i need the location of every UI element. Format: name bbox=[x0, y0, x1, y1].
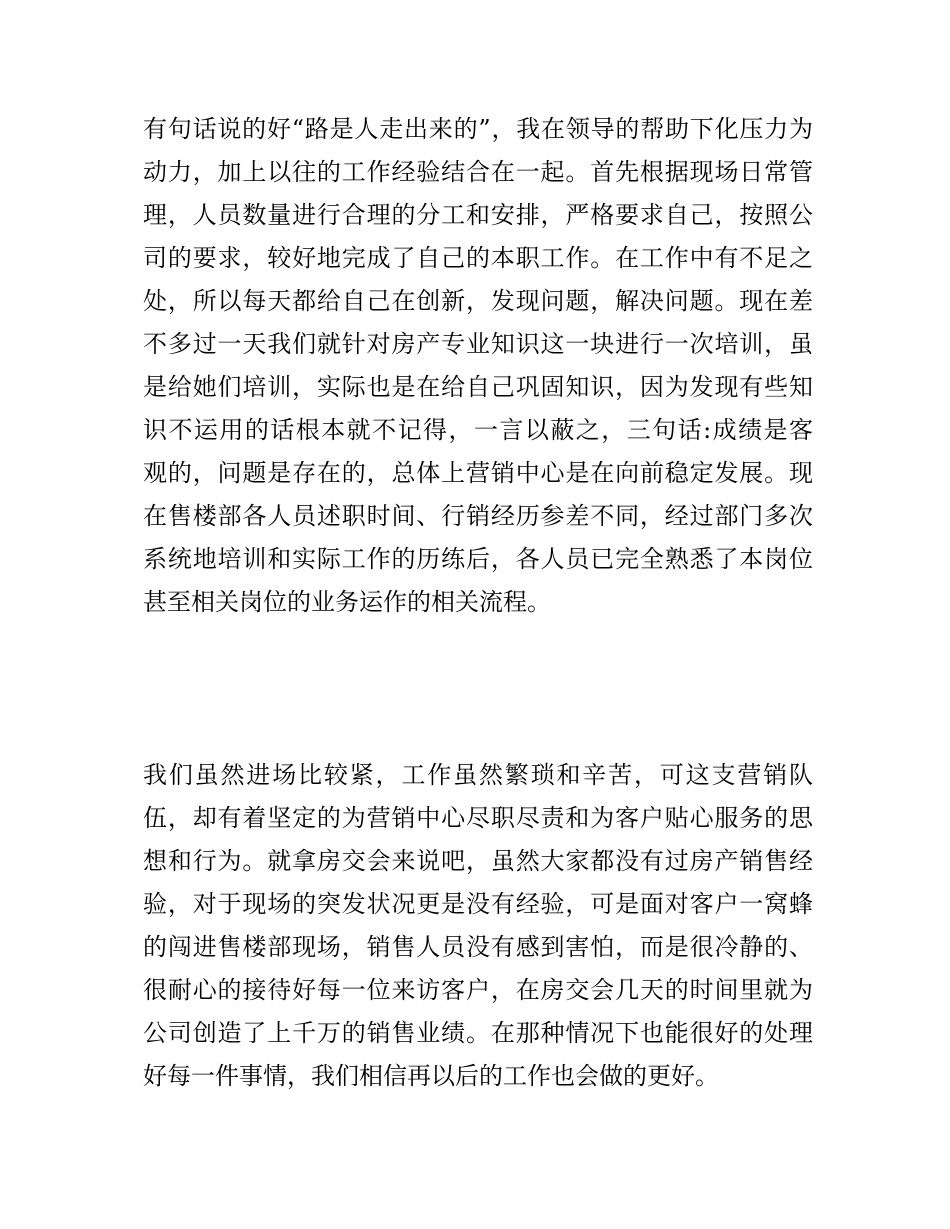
paragraph-line: 是给她们培训，实际也是在给自己巩固知识，因为发现有些知 bbox=[143, 373, 813, 401]
paragraph-line: 司的要求，较好地完成了自己的本职工作。在工作中有不足之 bbox=[143, 244, 813, 272]
paragraph-line: 理，人员数量进行合理的分工和安排，严格要求自己，按照公 bbox=[143, 201, 813, 229]
paragraph-line: 观的，问题是存在的，总体上营销中心是在向前稳定发展。现 bbox=[143, 459, 813, 487]
paragraph-line: 处，所以每天都给自己在创新，发现问题，解决问题。现在差 bbox=[143, 287, 813, 315]
paragraph-2 bbox=[143, 754, 813, 1098]
paragraph-1 bbox=[143, 108, 813, 624]
paragraph-line: 我们虽然进场比较紧，工作虽然繁琐和辛苦，可这支营销队 bbox=[143, 761, 813, 789]
paragraph-line: 验，对于现场的突发状况更是没有经验，可是面对客户一窝蜂 bbox=[143, 890, 813, 918]
paragraph-line: 甚至相关岗位的业务运作的相关流程。 bbox=[143, 588, 551, 616]
paragraph-line: 很耐心的接待好每一位来访客户，在房交会几天的时间里就为 bbox=[143, 976, 813, 1004]
paragraph-line: 在售楼部各人员述职时间、行销经历参差不同，经过部门多次 bbox=[143, 502, 813, 530]
paragraph-line: 伍，却有着坚定的为营销中心尽职尽责和为客户贴心服务的思 bbox=[143, 804, 813, 832]
paragraph-line: 有句话说的好“路是人走出来的”，我在领导的帮助下化压力为 bbox=[143, 115, 813, 143]
paragraph-line: 想和行为。就拿房交会来说吧，虽然大家都没有过房产销售经 bbox=[143, 847, 813, 875]
paragraph-line: 公司创造了上千万的销售业绩。在那种情况下也能很好的处理 bbox=[143, 1019, 813, 1047]
paragraph-line: 系统地培训和实际工作的历练后，各人员已完全熟悉了本岗位 bbox=[143, 545, 813, 573]
paragraph-line: 的闯进售楼部现场，销售人员没有感到害怕，而是很冷静的、 bbox=[143, 933, 813, 961]
paragraph-line: 动力，加上以往的工作经验结合在一起。首先根据现场日常管 bbox=[143, 158, 813, 186]
paragraph-line: 好每一件事情，我们相信再以后的工作也会做的更好。 bbox=[143, 1062, 719, 1090]
paragraph-line: 识不运用的话根本就不记得，一言以蔽之，三句话:成绩是客 bbox=[143, 416, 813, 444]
paragraph-line: 不多过一天我们就针对房产专业知识这一块进行一次培训，虽 bbox=[143, 330, 813, 358]
